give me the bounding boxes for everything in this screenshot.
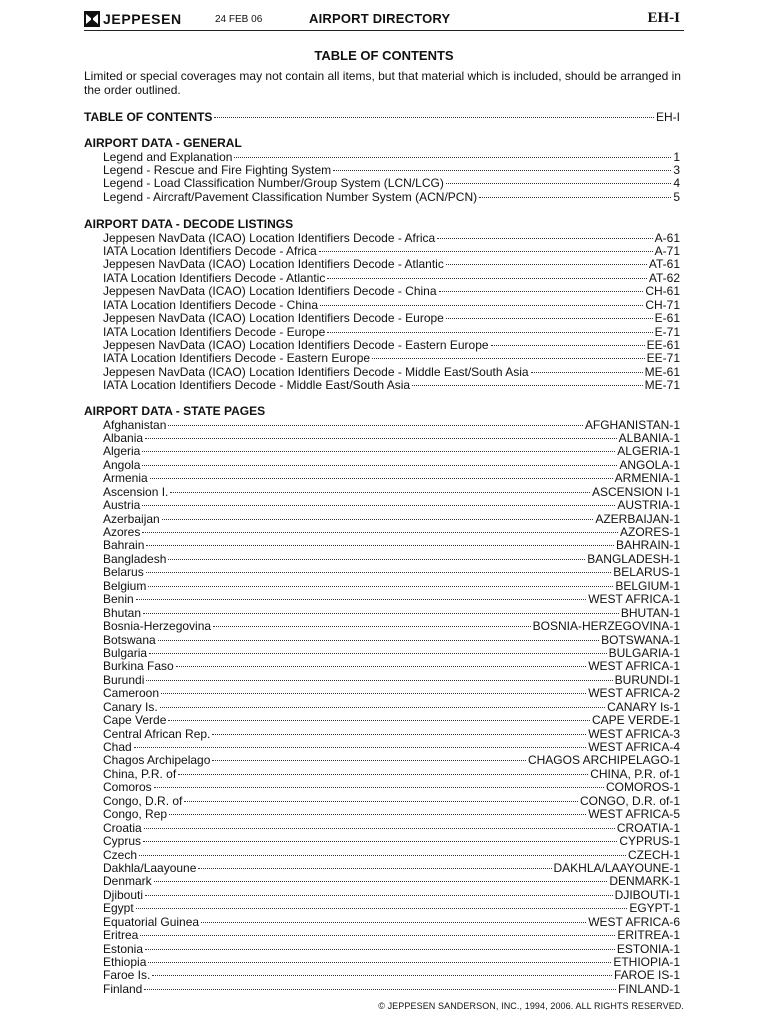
entry-label: IATA Location Identifiers Decode - Europe (103, 324, 326, 339)
dot-leader (142, 532, 618, 533)
toc-entry[interactable] (84, 620, 680, 633)
entry-page: 3 (673, 162, 680, 177)
entry-label: Bahrain (103, 538, 145, 553)
dot-leader (201, 922, 586, 923)
dot-leader (212, 760, 526, 761)
entry-label: Equatorial Guinea (103, 914, 200, 929)
entry-page: WEST AFRICA-1 (588, 659, 680, 674)
entry-page: BAHRAIN-1 (615, 538, 680, 553)
entry-page: BELARUS-1 (613, 565, 680, 580)
section-heading: AIRPORT DATA - GENERAL (84, 136, 242, 150)
entry-page: CONGO, D.R. of-1 (579, 793, 680, 808)
section-general (84, 137, 680, 204)
entry-page: ASCENSION I-1 (591, 484, 680, 499)
entry-label: Austria (103, 498, 141, 513)
entry-page: BANGLADESH-1 (587, 551, 680, 566)
toc-entry[interactable] (84, 902, 680, 915)
entry-page: EE-61 (646, 338, 680, 352)
entry-page: BURUNDI-1 (614, 672, 680, 687)
toc-entry[interactable] (84, 929, 680, 942)
toc-entry[interactable] (84, 983, 680, 996)
toc-entry[interactable] (84, 943, 680, 956)
toc-entry[interactable] (84, 326, 680, 339)
entry-page: BULGARIA-1 (608, 645, 680, 660)
entry-page: BOTSWANA-1 (601, 632, 680, 647)
dot-leader (139, 855, 626, 856)
entry-label: Djibouti (103, 887, 144, 902)
entry-label: Cape Verde (103, 713, 167, 728)
dot-leader (446, 318, 653, 319)
dot-leader (136, 599, 587, 600)
toc-entry[interactable] (84, 526, 680, 539)
entry-page: AZORES-1 (619, 525, 680, 539)
entry-label: Canary Is. (103, 699, 158, 714)
entry-label: IATA Location Identifiers Decode - Middle East/South Asia (103, 378, 411, 393)
entry-page: ERITREA-1 (617, 928, 680, 943)
dot-leader (158, 640, 599, 641)
entry-label: Azores (103, 525, 141, 539)
toc-entry[interactable] (84, 714, 680, 727)
toc-entry[interactable] (84, 285, 680, 298)
toc-entry[interactable] (84, 822, 680, 835)
toc-entry[interactable] (84, 969, 680, 982)
toc-entry[interactable] (84, 674, 680, 687)
toc-entry[interactable] (84, 432, 680, 445)
entry-page: ARMENIA-1 (614, 471, 680, 486)
entry-label: Faroe Is. (103, 968, 151, 983)
toc-entry[interactable] (84, 566, 680, 579)
entry-page: DJIBOUTI-1 (614, 887, 680, 902)
entry-label: Armenia (103, 471, 148, 486)
entry-page: ETHIOPIA-1 (613, 955, 680, 969)
entry-label: Chagos Archipelago (103, 753, 211, 768)
dot-leader (162, 519, 594, 520)
entry-page: ME-61 (644, 364, 680, 379)
entry-label: IATA Location Identifiers Decode - Eastern Europe (103, 351, 371, 366)
entry-page: DAKHLA/LAAYOUNE-1 (553, 860, 680, 875)
dot-leader (142, 465, 617, 466)
entry-label: Burkina Faso (103, 659, 174, 674)
entry-page: WEST AFRICA-5 (588, 807, 680, 822)
entry-page: FINLAND-1 (617, 981, 680, 996)
toc-entry[interactable] (84, 177, 680, 190)
entry-page: 5 (673, 189, 680, 204)
header-date: 24 FEB 06 (215, 14, 263, 25)
toc-entry[interactable] (84, 258, 680, 271)
toc-entry[interactable] (84, 553, 680, 566)
entry-label: Cameroon (103, 686, 160, 701)
entry-page: 1 (673, 149, 680, 164)
dot-leader (214, 117, 654, 118)
entry-label: IATA Location Identifiers Decode - Atlantic (103, 270, 326, 285)
entry-label: Jeppesen NavData (ICAO) Location Identifiers Decode - Atlantic (103, 257, 444, 272)
section-decode-listings (84, 218, 680, 393)
toc-entry[interactable] (84, 728, 680, 741)
entry-label: Belarus (103, 565, 144, 580)
toc-entry[interactable] (84, 580, 680, 593)
dot-leader (144, 828, 615, 829)
entry-page: CAPE VERDE-1 (591, 713, 680, 728)
dot-leader (142, 505, 615, 506)
toc-entry[interactable] (84, 486, 680, 499)
entry-label: Central African Rep. (103, 726, 211, 741)
entry-label: Estonia (103, 941, 144, 956)
entry-page: CHINA, P.R. of-1 (590, 766, 680, 781)
dot-leader (212, 734, 586, 735)
toc-entry[interactable] (84, 607, 680, 620)
entry-page: AT-62 (648, 270, 680, 285)
entry-page: AT-61 (648, 257, 680, 272)
entry-page: CYPRUS-1 (619, 834, 680, 849)
toc-entry[interactable] (84, 339, 680, 352)
entry-page: BHUTAN-1 (620, 605, 680, 620)
dot-leader (143, 613, 619, 614)
toc-self-page: EH-I (656, 110, 680, 124)
entry-page: A-71 (654, 243, 680, 258)
entry-page: BELGIUM-1 (615, 578, 680, 593)
brand-logo (84, 11, 182, 27)
dot-leader (136, 908, 628, 909)
toc-entry[interactable] (84, 660, 680, 673)
toc-entry[interactable] (84, 191, 680, 204)
toc-entry[interactable] (84, 593, 680, 606)
toc-entry[interactable] (84, 352, 680, 365)
entry-page: WEST AFRICA-2 (588, 686, 680, 701)
entry-page: BOSNIA-HERZEGOVINA-1 (532, 619, 680, 634)
dot-leader (149, 653, 607, 654)
entry-page: A-61 (654, 230, 680, 245)
entry-label: Czech (103, 847, 138, 862)
entry-label: Congo, D.R. of (103, 793, 183, 808)
dot-leader (142, 451, 615, 452)
entry-label: Jeppesen NavData (ICAO) Location Identifiers Decode - Europe (103, 311, 444, 326)
toc-entry[interactable] (84, 808, 680, 821)
entry-page: CROATIA-1 (616, 820, 680, 835)
entry-label: Bangladesh (103, 551, 167, 566)
entry-label: Legend - Rescue and Fire Fighting System (103, 162, 332, 177)
toc-entry[interactable] (84, 754, 680, 767)
dot-leader (146, 680, 612, 681)
entry-label: Legend and Explanation (103, 149, 233, 164)
entry-label: Egypt (103, 901, 134, 916)
toc-self-entry[interactable] (84, 110, 680, 124)
entry-page: WEST AFRICA-6 (588, 914, 680, 929)
entry-page: CH-71 (645, 297, 680, 312)
entry-label: Belgium (103, 578, 147, 593)
toc-entry[interactable] (84, 312, 680, 325)
intro-paragraph: Limited or special coverages may not contain all items, but that material which is included, should be arranged in the order outlined. (84, 69, 681, 97)
dot-leader (446, 183, 672, 184)
entry-page: ALGERIA-1 (617, 444, 680, 459)
toc-entry[interactable] (84, 513, 680, 526)
entry-label: Algeria (103, 444, 141, 459)
entry-label: Burundi (103, 672, 145, 687)
toc-entry[interactable] (84, 299, 680, 312)
entry-page: AUSTRIA-1 (617, 498, 680, 513)
entry-label: China, P.R. of (103, 766, 177, 781)
entry-page: ANGOLA-1 (619, 457, 680, 472)
toc-entry[interactable] (84, 781, 680, 794)
toc-entry[interactable] (84, 835, 680, 848)
toc-entry[interactable] (84, 164, 680, 177)
entry-label: Dakhla/Laayoune (103, 860, 197, 875)
entry-page: ESTONIA-1 (616, 941, 680, 956)
entry-label: Afghanistan (103, 417, 167, 432)
toc-entry[interactable] (84, 445, 680, 458)
dot-leader (319, 251, 653, 252)
entry-label: Angola (103, 457, 141, 472)
toc-self-label: TABLE OF CONTENTS (84, 110, 213, 124)
entry-page: ALBANIA-1 (618, 430, 680, 445)
entry-page: AFGHANISTAN-1 (584, 417, 680, 432)
entry-page: E-61 (654, 311, 680, 326)
dot-leader (412, 385, 643, 386)
dot-leader (446, 264, 647, 265)
entry-label: Legend - Load Classification Number/Group System (LCN/LCG) (103, 176, 444, 191)
entry-page: 4 (673, 176, 680, 191)
dot-leader (148, 586, 613, 587)
dot-leader (437, 238, 652, 239)
entry-label: IATA Location Identifiers Decode - Africa (103, 243, 317, 258)
dot-leader (140, 935, 615, 936)
entry-page: FAROE IS-1 (613, 968, 680, 983)
dot-leader (145, 438, 617, 439)
dot-leader (154, 787, 604, 788)
dot-leader (320, 305, 643, 306)
entry-page: WEST AFRICA-3 (588, 726, 680, 741)
brand-name: JEPPESEN (103, 11, 182, 27)
dot-leader (372, 358, 645, 359)
toc-entry[interactable] (84, 245, 680, 258)
entry-label: Azerbaijan (103, 511, 160, 526)
dot-leader (146, 572, 612, 573)
dot-leader (327, 332, 652, 333)
entry-page: EGYPT-1 (629, 901, 680, 916)
entry-label: Bulgaria (103, 645, 148, 660)
dot-leader (176, 666, 587, 667)
dot-leader (479, 197, 671, 198)
entry-label: Cyprus (103, 834, 142, 849)
dot-leader (148, 962, 611, 963)
toc-entry[interactable] (84, 849, 680, 862)
toc-entry[interactable] (84, 151, 680, 164)
entry-label: Botswana (103, 632, 156, 647)
toc-entry[interactable] (84, 956, 680, 969)
toc-entry[interactable] (84, 272, 680, 285)
entry-page: E-71 (654, 324, 680, 339)
dot-leader (168, 559, 585, 560)
dot-leader (170, 492, 590, 493)
toc-entry[interactable] (84, 459, 680, 472)
dot-leader (327, 278, 647, 279)
dot-leader (168, 425, 582, 426)
entry-label: Bhutan (103, 605, 142, 620)
toc-entry[interactable] (84, 634, 680, 647)
dot-leader (184, 801, 578, 802)
entry-page: CZECH-1 (627, 847, 680, 862)
entry-page: EE-71 (646, 351, 680, 366)
header-page-code: EH-I (647, 10, 680, 26)
entry-page: COMOROS-1 (605, 780, 680, 795)
dot-leader (160, 707, 605, 708)
entry-page: WEST AFRICA-4 (588, 740, 680, 754)
entry-label: Ascension I. (103, 484, 169, 499)
dot-leader (154, 881, 608, 882)
entry-page: WEST AFRICA-1 (588, 592, 680, 607)
dot-leader (161, 693, 586, 694)
dot-leader (213, 626, 531, 627)
entry-label: Benin (103, 592, 134, 607)
entry-label: Denmark (103, 874, 152, 889)
toc-entry[interactable] (84, 916, 680, 929)
entry-label: Finland (103, 981, 143, 996)
dot-leader (491, 345, 645, 346)
toc-entry[interactable] (84, 862, 680, 875)
jeppesen-logo-icon (84, 11, 100, 27)
dot-leader (333, 170, 671, 171)
toc-entry[interactable] (84, 419, 680, 432)
dot-leader (169, 814, 586, 815)
entry-label: Croatia (103, 820, 142, 835)
dot-leader (198, 868, 551, 869)
toc-entry[interactable] (84, 499, 680, 512)
toc-entry[interactable] (84, 472, 680, 485)
dot-leader (150, 478, 613, 479)
entry-page: CHAGOS ARCHIPELAGO-1 (527, 753, 680, 768)
entry-label: Legend - Aircraft/Pavement Classification Number System (ACN/PCN) (103, 189, 478, 204)
entry-page: ME-71 (644, 378, 680, 393)
page-header (84, 8, 684, 31)
toc-entry[interactable] (84, 741, 680, 754)
dot-leader (234, 157, 671, 158)
header-title: AIRPORT DIRECTORY (309, 11, 451, 26)
page-title: TABLE OF CONTENTS (314, 48, 454, 63)
toc-entry[interactable] (84, 768, 680, 781)
toc-entry[interactable] (84, 379, 680, 392)
entry-page: AZERBAIJAN-1 (595, 511, 680, 526)
entry-label: Bosnia-Herzegovina (103, 619, 212, 634)
dot-leader (146, 545, 614, 546)
dot-leader (144, 989, 616, 990)
copyright-footer: © JEPPESEN SANDERSON, INC., 1994, 2006. ALL RIGHTS RESERVED. (378, 1001, 684, 1011)
dot-leader (134, 747, 587, 748)
toc-entry[interactable] (84, 687, 680, 700)
entry-label: IATA Location Identifiers Decode - China (103, 297, 319, 312)
entry-label: Albania (103, 430, 144, 445)
toc-entry[interactable] (84, 701, 680, 714)
toc-entry[interactable] (84, 889, 680, 902)
dot-leader (143, 841, 617, 842)
entry-label: Jeppesen NavData (ICAO) Location Identifiers Decode - Eastern Europe (103, 338, 489, 352)
section-heading: AIRPORT DATA - DECODE LISTINGS (84, 217, 294, 231)
dot-leader (531, 372, 643, 373)
entry-page: CH-61 (645, 284, 680, 299)
section-state-pages (84, 405, 680, 996)
toc-entry[interactable] (84, 875, 680, 888)
dot-leader (152, 975, 612, 976)
toc-entry[interactable] (84, 647, 680, 660)
dot-leader (145, 895, 613, 896)
toc-entry[interactable] (84, 795, 680, 808)
entry-label: Jeppesen NavData (ICAO) Location Identifiers Decode - China (103, 284, 437, 299)
entry-label: Jeppesen NavData (ICAO) Location Identifiers Decode - Middle East/South Asia (103, 364, 529, 379)
entry-label: Eritrea (103, 928, 139, 943)
entry-label: Congo, Rep (103, 807, 168, 822)
toc-entry[interactable] (84, 366, 680, 379)
section-heading: AIRPORT DATA - STATE PAGES (84, 404, 266, 418)
entry-label: Chad (103, 740, 132, 754)
dot-leader (439, 291, 644, 292)
entry-label: Jeppesen NavData (ICAO) Location Identifiers Decode - Africa (103, 230, 436, 245)
entry-label: Comoros (103, 780, 152, 795)
toc-entry[interactable] (84, 232, 680, 245)
dot-leader (178, 774, 588, 775)
dot-leader (145, 949, 615, 950)
toc-entry[interactable] (84, 539, 680, 552)
entry-page: CANARY Is-1 (607, 699, 680, 714)
entry-page: DENMARK-1 (609, 874, 680, 889)
dot-leader (168, 720, 590, 721)
entry-label: Ethiopia (103, 955, 147, 969)
